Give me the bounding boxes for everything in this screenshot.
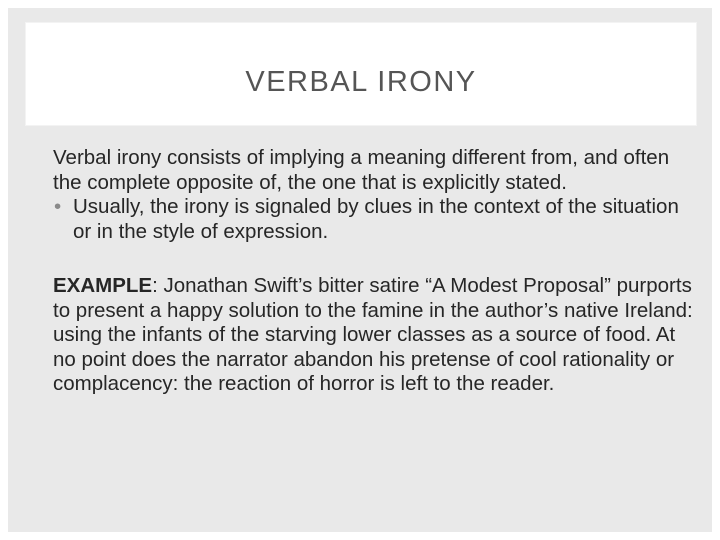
slide-body: [53, 146, 693, 397]
bullet-text: Usually, the irony is signaled by clues in the context of the situation or in the style of expression.: [73, 195, 679, 243]
example-label: EXAMPLE: [53, 274, 153, 297]
slide: [8, 8, 712, 532]
example-text: : Jonathan Swift’s bitter satire “A Modest Proposal” purports to present a happy solution to the famine in the author’s native Ireland: using the infants of the starving lower classes as a source of food. At no point does the narrator abandon his pretense of cool rationality or complacency: the reaction of horror is left to the reader.: [53, 274, 693, 395]
slide-title: VERBAL IRONY: [245, 66, 477, 98]
title-box: [25, 22, 697, 126]
bullet-icon: •: [54, 195, 62, 218]
intro-paragraph: Verbal irony consists of implying a meaning different from, and often the complete opposite of, the one that is explicitly stated.: [53, 146, 670, 194]
example-paragraph: [53, 274, 693, 397]
bullet-item: [53, 195, 693, 244]
